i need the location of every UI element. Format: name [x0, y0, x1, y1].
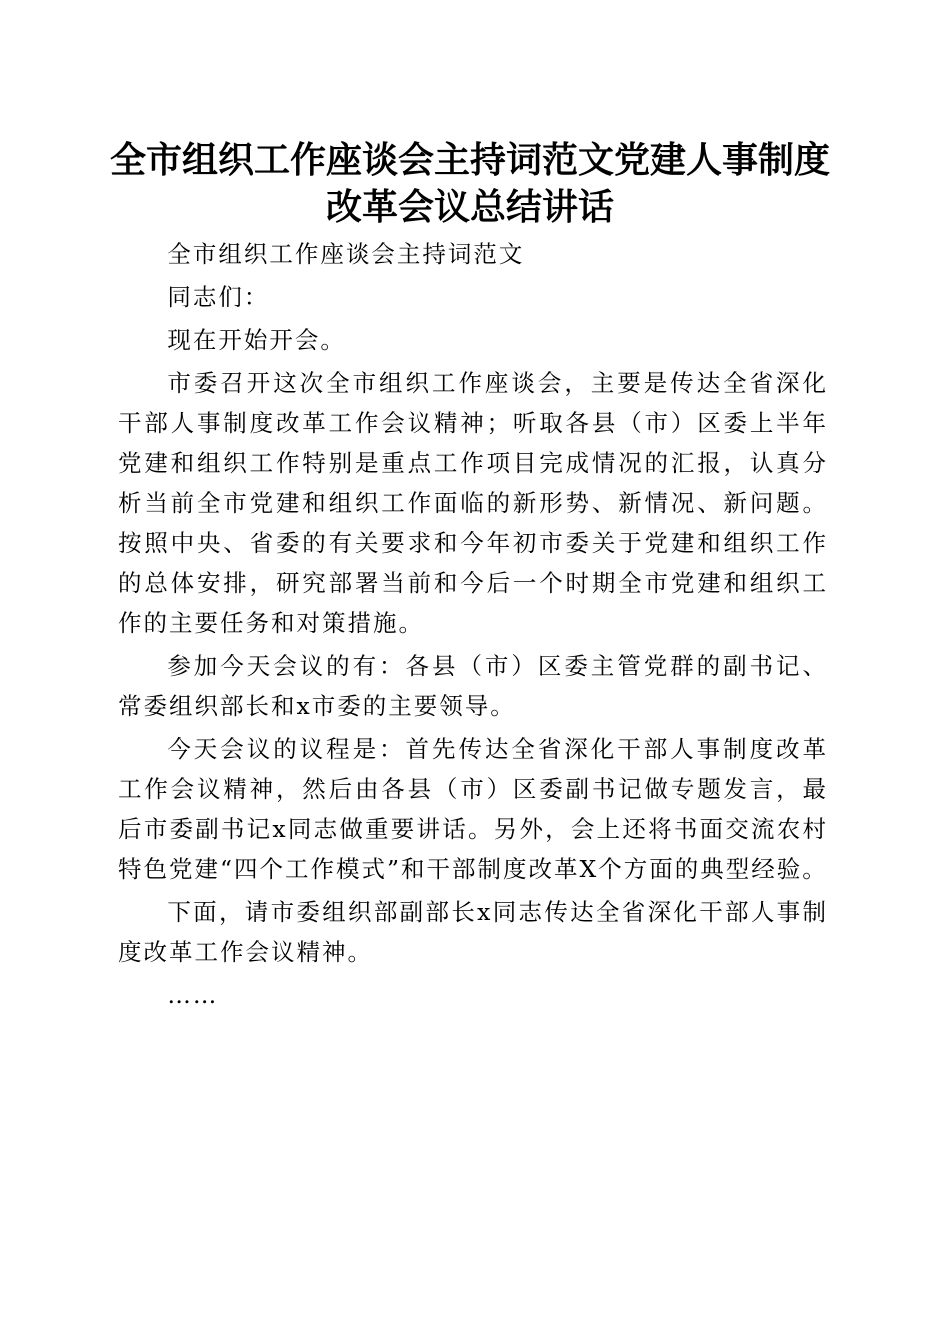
agenda-paragraph: 今天会议的议程是：首先传达全省深化干部人事制度改革工作会议精神，然后由各县（市）区委副书记做专题发言，最后市委副书记x同志做重要讲话。另外，会上还将书面交流农村特色党建“四个工作模式”和干部制度改革X个方面的典型经验。 [118, 735, 828, 883]
ellipsis-paragraph: …… [167, 981, 219, 1009]
document-body [118, 234, 828, 1015]
salutation-paragraph: 同志们： [167, 283, 270, 311]
subtitle-paragraph: 全市组织工作座谈会主持词范文 [167, 240, 525, 268]
next-speaker-paragraph: 下面，请市委组织部副部长x同志传达全省深化干部人事制度改革工作会议精神。 [118, 898, 828, 966]
opening-paragraph: 现在开始开会。 [167, 326, 346, 354]
attendees-paragraph: 参加今天会议的有：各县（市）区委主管党群的副书记、常委组织部长和x市委的主要领导。 [118, 652, 828, 720]
document-title-line-2: 改革会议总结讲话 [325, 186, 614, 228]
document-title-line-1: 全市组织工作座谈会主持词范文党建人事制度 [109, 139, 830, 181]
purpose-paragraph: 市委召开这次全市组织工作座谈会，主要是传达全省深化干部人事制度改革工作会议精神；听取各县（市）区委上半年党建和组织工作特别是重点工作项目完成情况的汇报，认真分析当前全市党建和组织工作面临的新形势、新情况、新问题。按照中央、省委的有关要求和今年初市委关于党建和组织工作的总体安排，研究部署当前和今后一个时期全市党建和组织工作的主要任务和对策措施。 [118, 369, 828, 637]
